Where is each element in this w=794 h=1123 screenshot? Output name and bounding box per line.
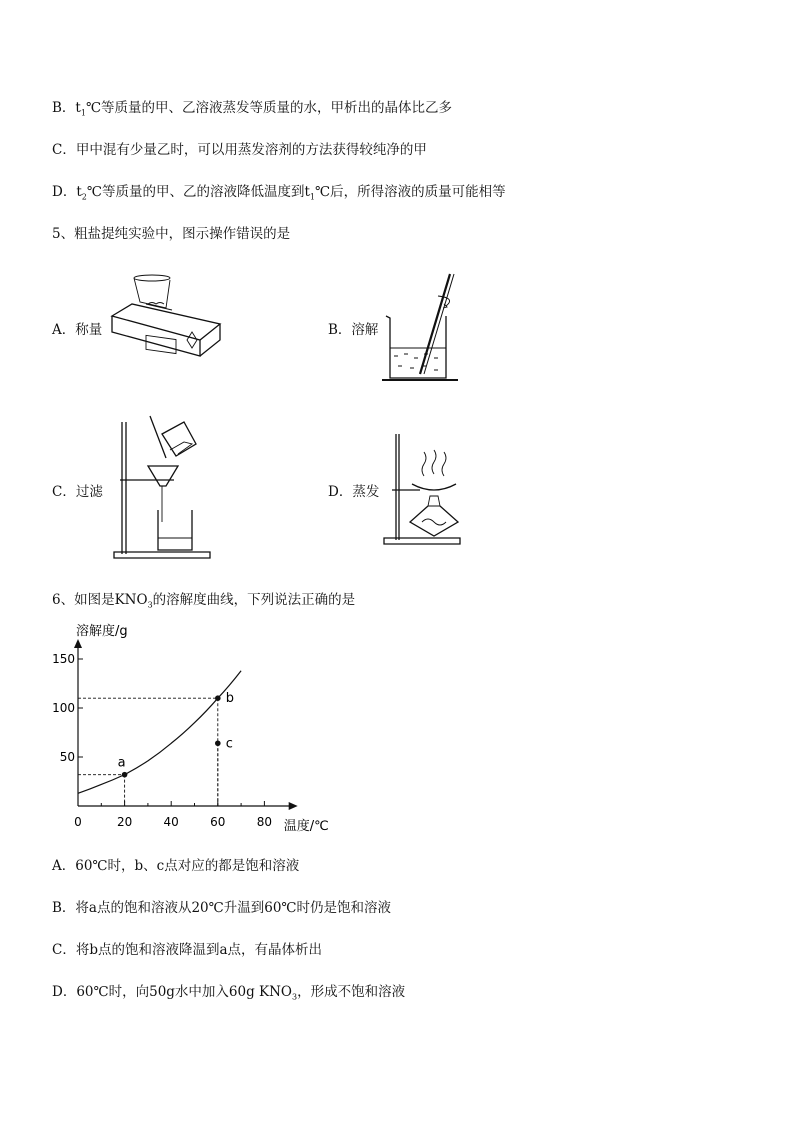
solubility-curve (78, 671, 241, 794)
y-axis-arrow (74, 639, 82, 648)
x-axis-arrow (289, 802, 298, 810)
q4-option-c: C．甲中混有少量乙时，可以用蒸发溶剂的方法获得较纯净的甲 (52, 142, 427, 158)
q6-option-b: B．将a点的饱和溶液从20℃升温到60℃时仍是饱和溶液 (52, 900, 392, 916)
x-tick-label: 60 (210, 815, 226, 829)
q4-option-b: B．$t_1℃$等质量的甲、乙溶液蒸发等质量的水，甲析出的晶体比乙多 (52, 100, 453, 118)
evaporation-illustration (382, 430, 464, 550)
x-axis-label: 温度/℃ (283, 819, 329, 834)
filtration-illustration (112, 414, 212, 560)
y-axis-label: 溶解度/g (76, 624, 128, 639)
solubility-chart (40, 624, 340, 840)
x-tick-label: 0 (74, 815, 82, 829)
point-a (122, 772, 128, 778)
q5-stem: 5、粗盐提纯实验中，图示操作错误的是 (52, 226, 291, 242)
q5-option-a-label: A．称量 (52, 322, 103, 338)
q5-option-d-label: D．蒸发 (328, 484, 380, 500)
x-tick-label: 40 (163, 815, 179, 829)
q5-option-b-label: B．溶解 (328, 322, 379, 338)
point-c (215, 740, 221, 746)
q6-option-d: D．60℃时，向50g水中加入60g $KNO_3$，形成不饱和溶液 (52, 984, 406, 1002)
q5-option-c-label: C．过滤 (52, 484, 103, 500)
dissolving-illustration (380, 270, 462, 384)
balance-illustration (108, 274, 224, 370)
y-tick-label: 150 (52, 652, 75, 666)
point-label-b: b (225, 691, 235, 707)
q4-option-d: D．$t_2℃$等质量的甲、乙的溶液降低温度到$t_1℃$后，所得溶液的质量可能相等 (52, 184, 506, 202)
y-tick-label: 50 (59, 750, 75, 764)
point-b (215, 695, 221, 701)
q6-stem: 6、如图是$KNO_3$的溶解度曲线，下列说法正确的是 (52, 592, 356, 610)
q6-option-a: A．60℃时，b、c点对应的都是饱和溶液 (52, 858, 300, 874)
y-tick-label: 100 (52, 701, 75, 715)
x-tick-label: 80 (256, 815, 273, 829)
point-label-a: a (117, 755, 126, 771)
point-label-c: c (225, 736, 233, 752)
q6-option-c: C．将b点的饱和溶液降温到a点，有晶体析出 (52, 942, 323, 958)
x-tick-label: 20 (116, 815, 133, 829)
